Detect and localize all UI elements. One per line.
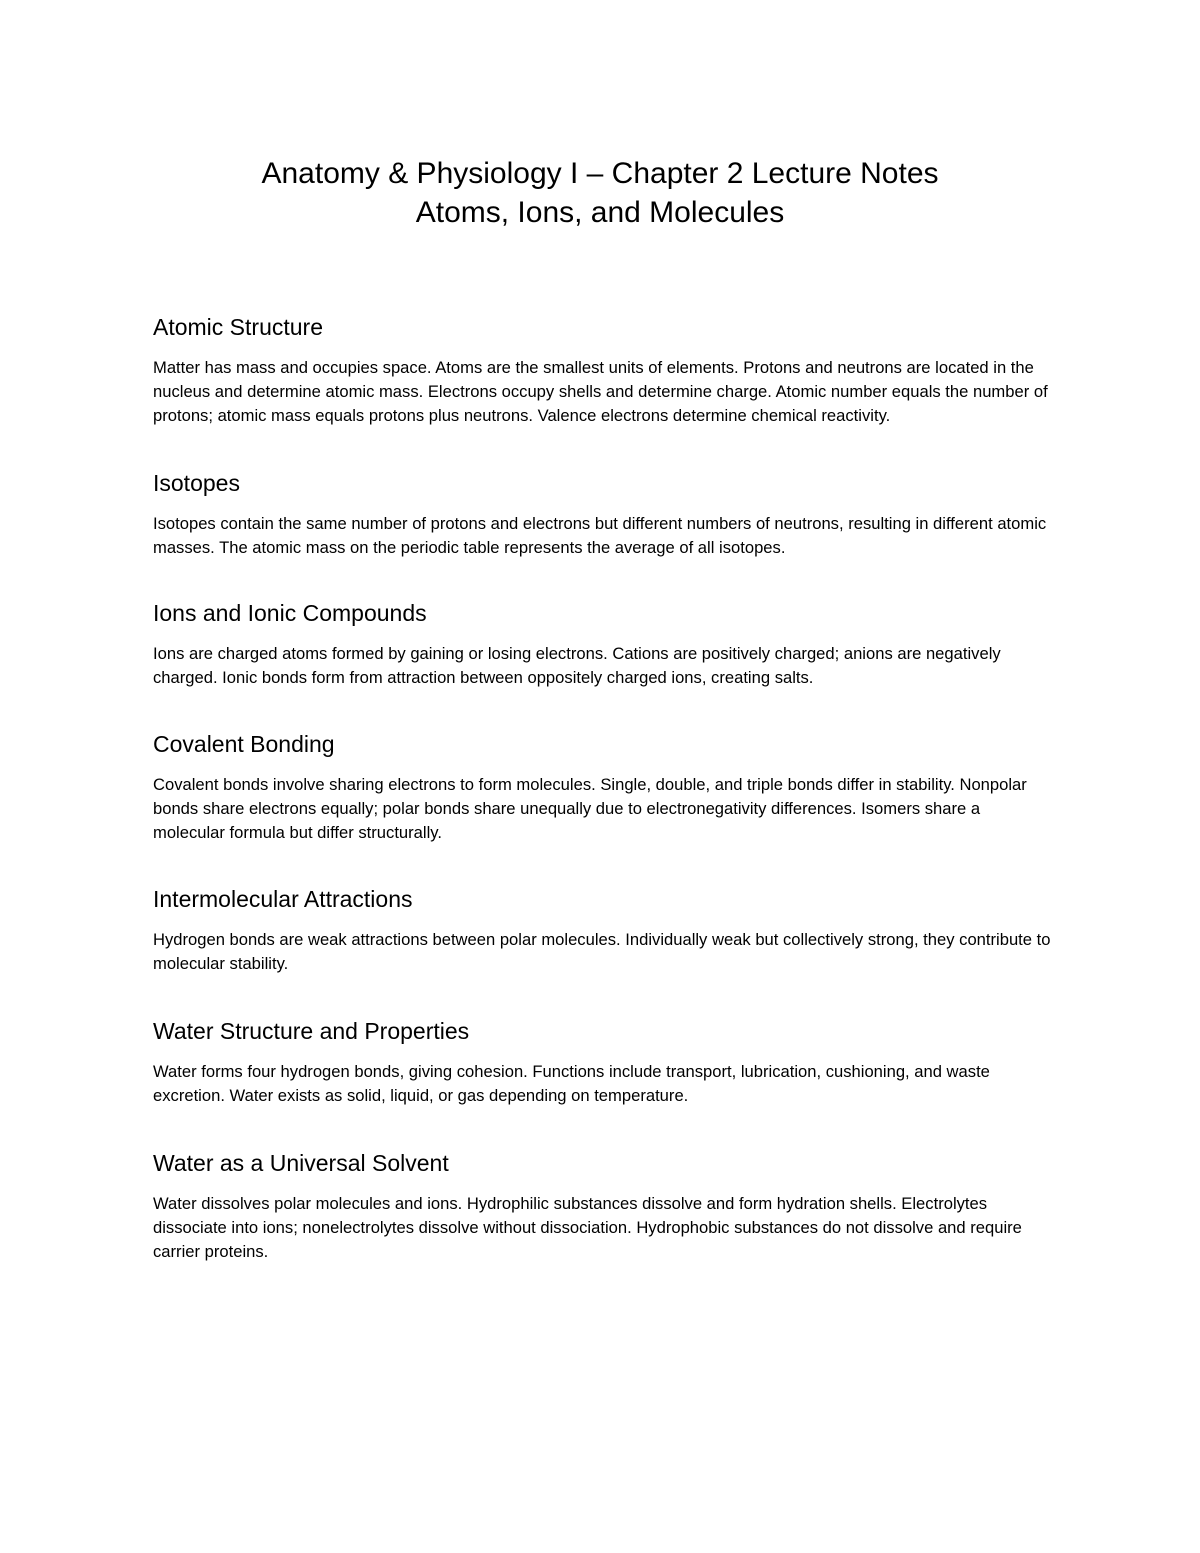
- section-heading: Isotopes: [153, 470, 240, 496]
- section-heading: Water as a Universal Solvent: [153, 1150, 449, 1176]
- section-paragraph: Water forms four hydrogen bonds, giving cohesion. Functions include transport, lubrication, cushioning, and waste excretion. Water exists as solid, liquid, or gas depending on temperature.: [153, 1062, 990, 1105]
- section-paragraph: Matter has mass and occupies space. Atoms are the smallest units of elements. Protons and neutrons are located in the nucleus and determine atomic mass. Electrons occupy shells and determine charge. Atomic number equals the number of protons; atomic mass equals protons plus neutrons. Valence electrons determine chemical reactivity.: [153, 358, 1048, 425]
- section-heading: Water Structure and Properties: [153, 1018, 470, 1044]
- section-universal-solvent: [153, 1148, 1053, 1264]
- document-title: [0, 154, 1200, 232]
- section-intermolecular-attractions: [153, 884, 1053, 976]
- document-body: [153, 312, 1053, 1306]
- section-atomic-structure: [153, 312, 1053, 428]
- title-line-course: Anatomy & Physiology I – Chapter 2 Lecture Notes: [261, 157, 939, 190]
- section-paragraph: Covalent bonds involve sharing electrons to form molecules. Single, double, and triple bonds differ in stability. Nonpolar bonds share electrons equally; polar bonds share unequally due to electronegativity differences. Isomers share a molecular formula but differ structurally.: [153, 775, 1027, 842]
- section-paragraph: Ions are charged atoms formed by gaining or losing electrons. Cations are positively charged; anions are negatively charged. Ionic bonds form from attraction between oppositely charged ions, creating salts.: [153, 644, 1001, 687]
- section-isotopes: [153, 468, 1053, 560]
- section-heading: Atomic Structure: [153, 314, 323, 340]
- section-water-structure: [153, 1016, 1053, 1108]
- title-line-topic: Atoms, Ions, and Molecules: [415, 196, 785, 229]
- section-heading: Ions and Ionic Compounds: [153, 600, 427, 626]
- section-heading: Covalent Bonding: [153, 731, 335, 757]
- section-heading: Intermolecular Attractions: [153, 886, 413, 912]
- section-paragraph: Isotopes contain the same number of protons and electrons but different numbers of neutrons, resulting in different atomic masses. The atomic mass on the periodic table represents the average of all isotopes.: [153, 514, 1047, 557]
- section-covalent-bonding: [153, 729, 1053, 845]
- section-paragraph: Hydrogen bonds are weak attractions between polar molecules. Individually weak but collectively strong, they contribute to molecular stability.: [153, 930, 1051, 973]
- section-paragraph: Water dissolves polar molecules and ions. Hydrophilic substances dissolve and form hydration shells. Electrolytes dissociate into ions; nonelectrolytes dissolve without dissociation. Hydrophobic substances do not dissolve and require carrier proteins.: [153, 1194, 1022, 1261]
- section-ions-ionic-compounds: [153, 598, 1053, 690]
